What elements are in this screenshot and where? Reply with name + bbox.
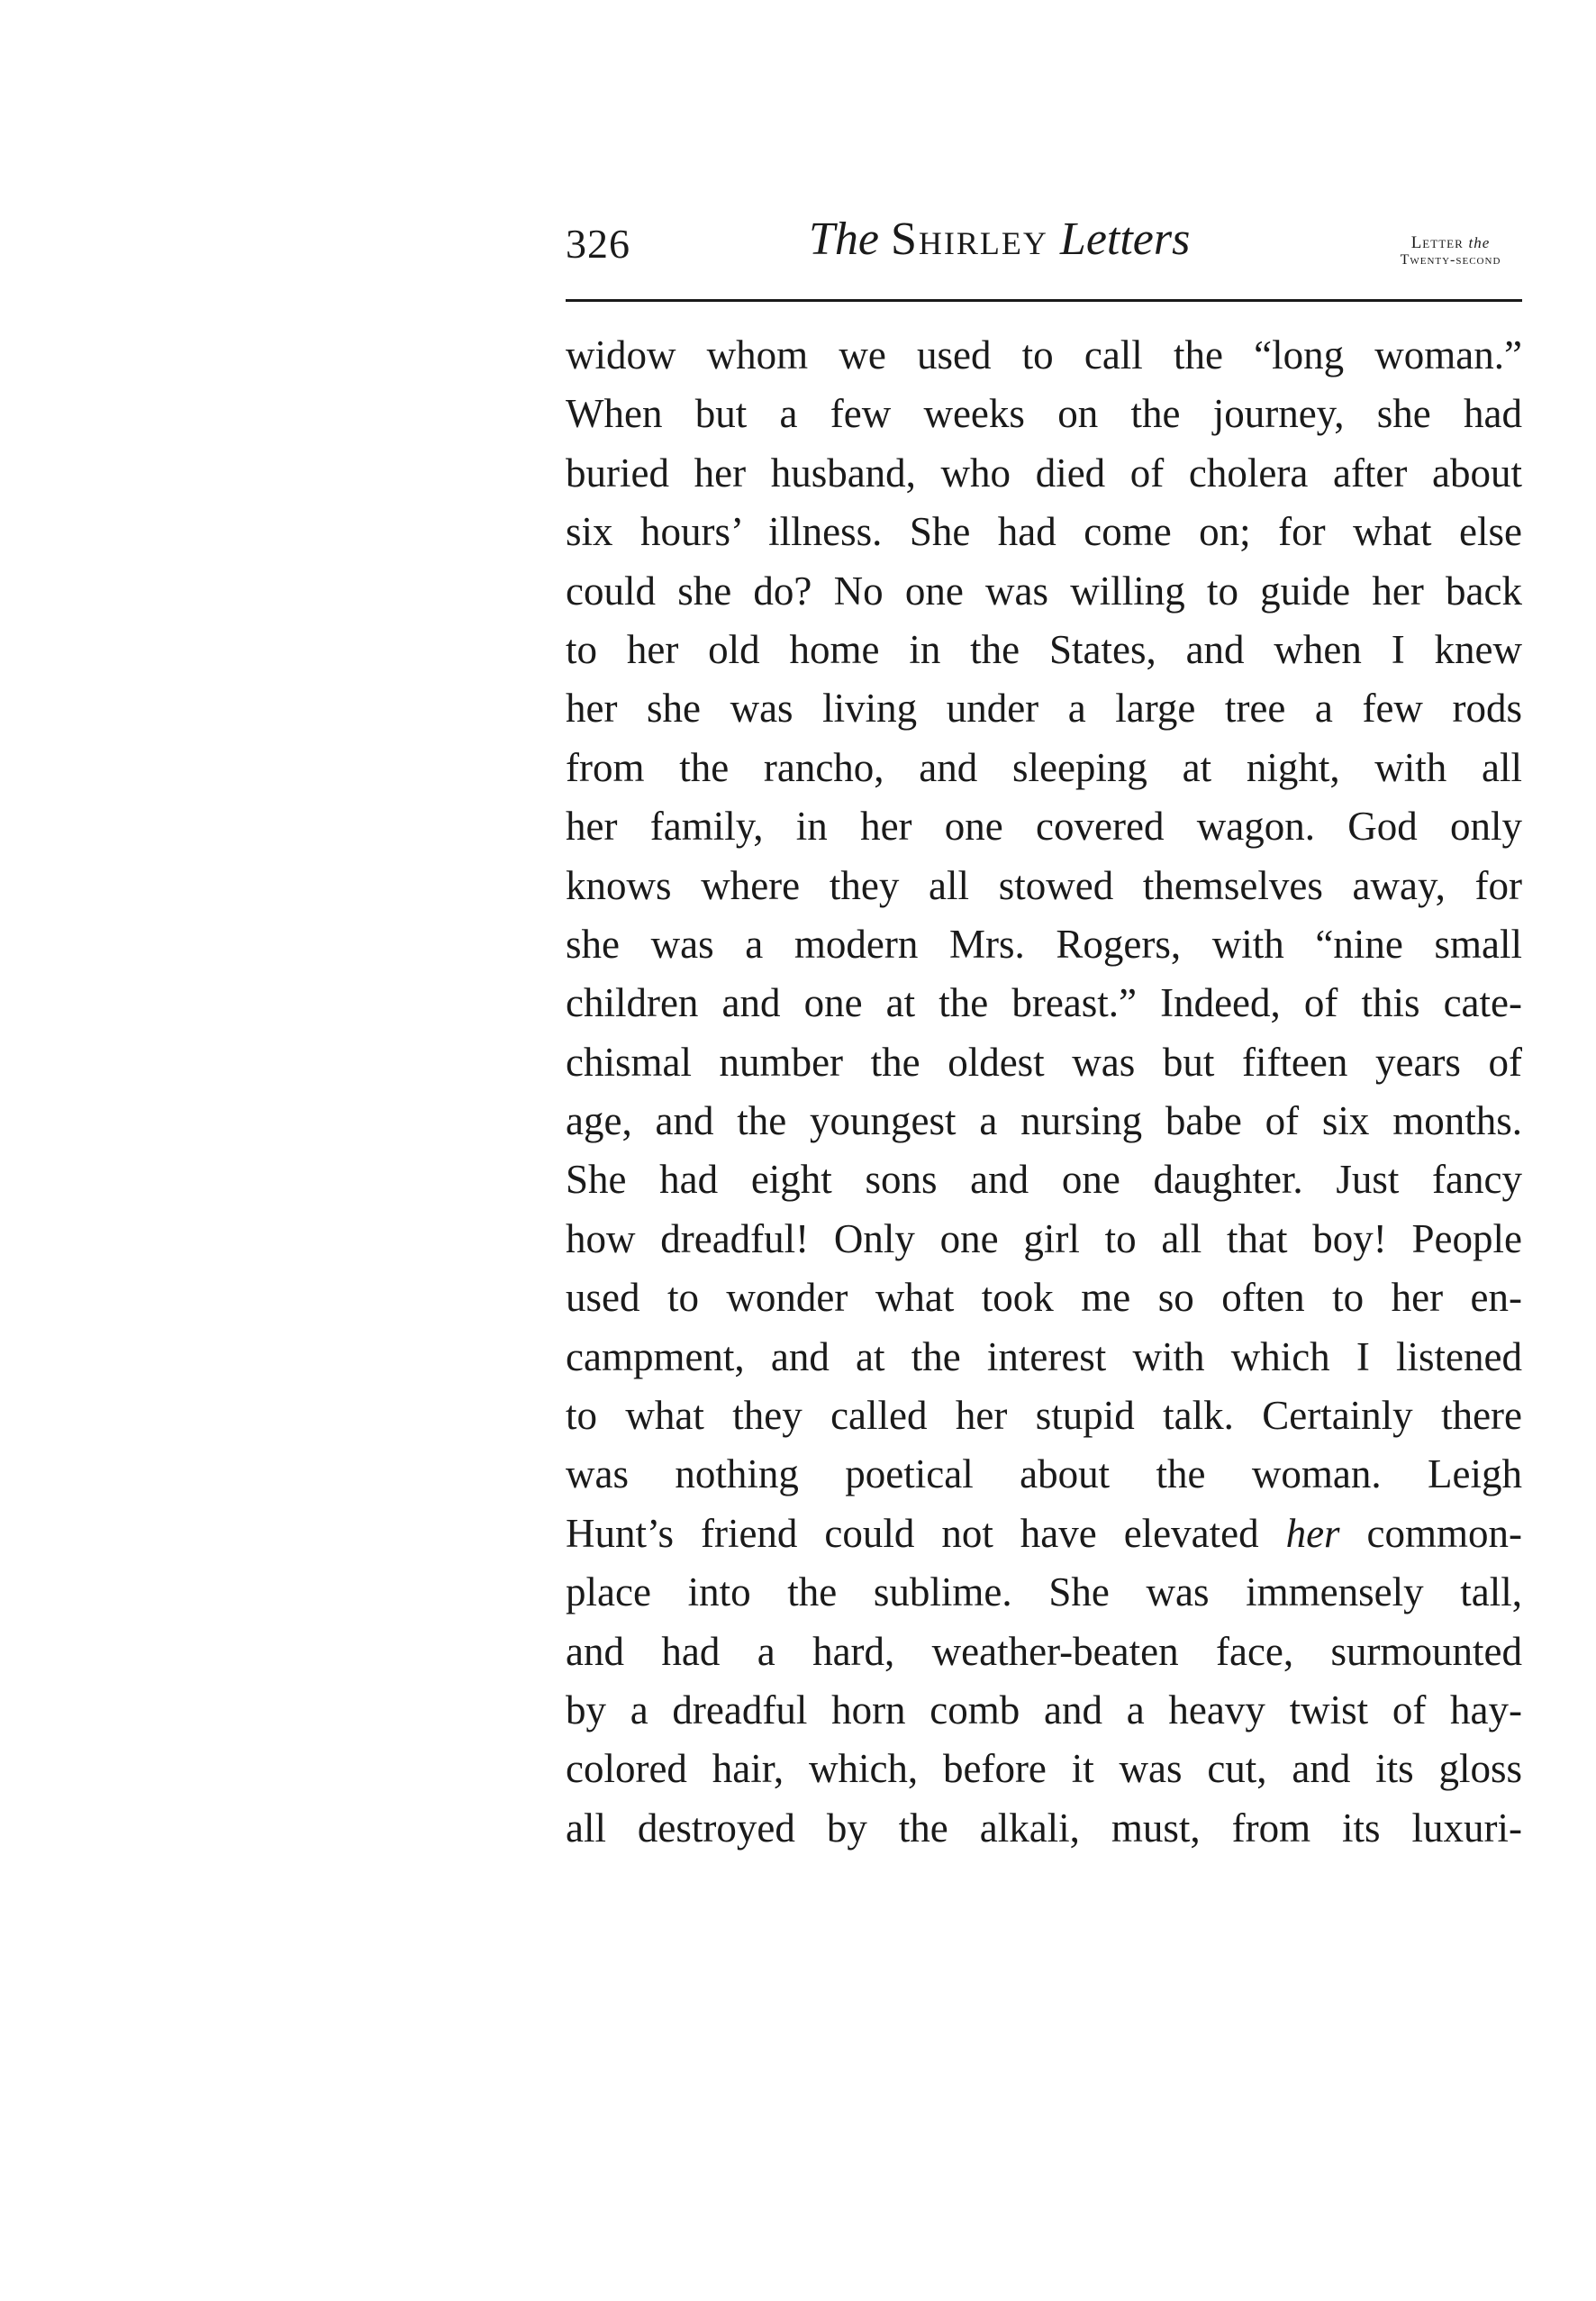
text-line: from the rancho, and sleeping at night, with all (566, 744, 1522, 790)
text-line: how dreadful! Only one girl to all that boy! People (566, 1215, 1522, 1261)
title-the: The (809, 214, 879, 265)
running-header (566, 209, 1520, 299)
title-shirley: Shirley (891, 214, 1048, 265)
text-line: When but a few weeks on the journey, she had (566, 391, 1522, 437)
text-line: chismal number the oldest was but fifteen years of (566, 1039, 1522, 1085)
text-line: knows where they all stowed themselves away, for (566, 862, 1522, 908)
text-line: she was a modern Mrs. Rogers, with “nine small (566, 921, 1522, 967)
text-line: six hours’ illness. She had come on; for what else (566, 509, 1522, 555)
text-line: children and one at the breast.” Indeed, of this cate- (566, 980, 1522, 1026)
letter-the: the (1468, 234, 1491, 251)
text-line: was nothing poetical about the woman. Leigh (566, 1451, 1522, 1497)
letter-label (1376, 234, 1525, 268)
letter-word: Letter (1410, 233, 1464, 252)
title-letters: Letters (1059, 214, 1191, 265)
letter-ordinal: Twenty-second (1400, 252, 1501, 268)
header-rule (566, 299, 1522, 302)
text-line: to her old home in the States, and when I knew (566, 626, 1522, 672)
text-segment: common- (1366, 1510, 1522, 1556)
page-number: 326 (566, 221, 630, 267)
body-text (566, 326, 1522, 1858)
running-title (809, 213, 1190, 266)
text-line: widow whom we used to call the “long woman.” (566, 332, 1522, 377)
text-line: by a dreadful horn comb and a heavy twist of hay- (566, 1687, 1522, 1733)
text-line: all destroyed by the alkali, must, from its luxuri- (566, 1805, 1522, 1851)
text-segment: Hunt’s friend could not have elevated (566, 1510, 1259, 1556)
text-line: place into the sublime. She was immensely tall, (566, 1569, 1522, 1615)
text-line: buried her husband, who died of cholera after about (566, 450, 1522, 496)
text-line: used to wonder what took me so often to her en- (566, 1275, 1522, 1321)
text-line: her family, in her one covered wagon. God only (566, 804, 1522, 850)
text-line: her she was living under a large tree a few rods (566, 686, 1522, 732)
text-line-mixed (566, 1505, 1522, 1563)
text-line: campment, and at the interest with which I listened (566, 1333, 1522, 1379)
text-line: to what they called her stupid talk. Certainly there (566, 1393, 1522, 1439)
italic-word: her (1285, 1510, 1340, 1556)
text-line: age, and the youngest a nursing babe of six months. (566, 1098, 1522, 1144)
text-line: could she do? No one was willing to guide her back (566, 568, 1522, 614)
text-line: colored hair, which, before it was cut, and its gloss (566, 1746, 1522, 1792)
text-line: She had eight sons and one daughter. Just fancy (566, 1157, 1522, 1203)
text-line: and had a hard, weather-beaten face, surmounted (566, 1628, 1522, 1674)
